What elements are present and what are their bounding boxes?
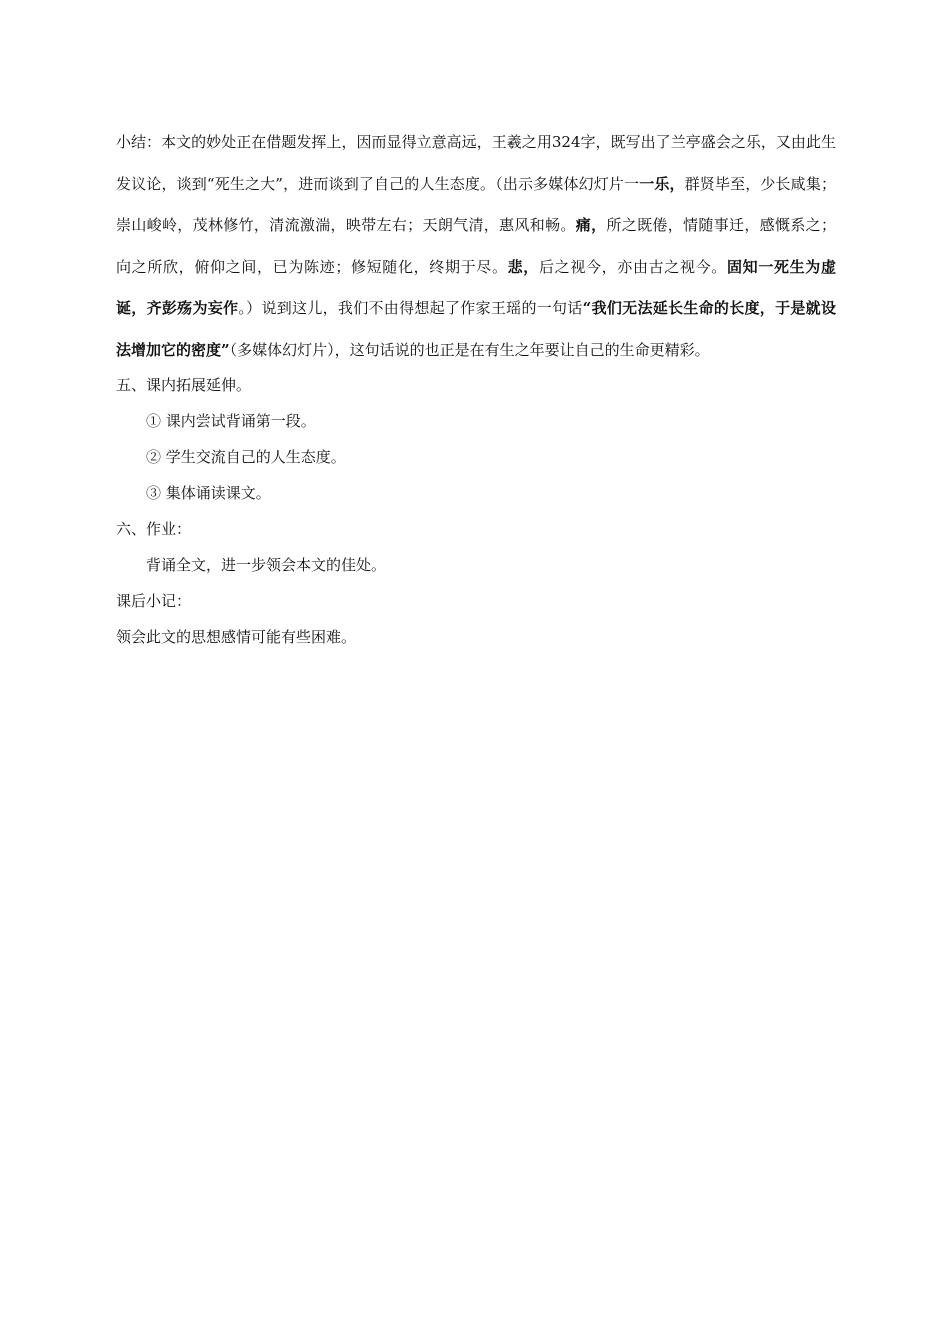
section5-item-3: ③ 集体诵读课文。 <box>146 484 271 502</box>
summary-text-3: 所之既倦，情随事迁，感慨系之；向之所欣，俯仰之间，已为陈迹；修短随化，终期于尽。 <box>116 216 836 276</box>
notes-heading: 课后小记： <box>116 592 192 610</box>
section6-heading: 六、作业： <box>116 520 192 538</box>
summary-text-1: 小结：本文的妙处正在借题发挥上，因而显得立意高远，王羲之用324字，既写出了兰亭盛会之乐，又由此生发议论，谈到“死生之大”，进而谈到了自己的人生态度。（出示多媒体幻灯片一 <box>116 133 836 193</box>
summary-text-5: 。）说到这儿，我们不由得想起了作家王瑶的一句话 <box>238 299 583 317</box>
summary-bold-pain: 痛， <box>575 216 607 234</box>
summary-bold-wang-yao-quote: “我们无法延长生命的长度，于是就设法增加它的密度” <box>116 299 836 359</box>
summary-bold-joy: 一乐， <box>639 174 685 193</box>
notes-content: 领会此文的思想感情可能有些困难。 <box>116 628 357 646</box>
summary-bold-quote: 固知一死生为虚诞，齐彭殇为妄作 <box>116 257 836 317</box>
summary-bold-sorrow: 悲， <box>507 257 539 276</box>
summary-text-2: 群贤毕至，少长咸集；崇山峻岭，茂林修竹，清流激湍，映带左右；天朗气清，惠风和畅。 <box>116 174 836 234</box>
section5-heading: 五、课内拓展延伸。 <box>116 376 252 394</box>
section5-item-1: ① 课内尝试背诵第一段。 <box>146 412 316 430</box>
section5-item-2: ② 学生交流自己的人生态度。 <box>146 448 346 466</box>
summary-text-4: 后之视今，亦由古之视今。 <box>538 257 727 276</box>
document-page <box>116 122 836 655</box>
section6-content: 背诵全文，进一步领会本文的佳处。 <box>146 556 387 574</box>
summary-paragraph <box>116 122 836 371</box>
summary-text-6: （多媒体幻灯片），这句话说的也正是在有生之年要让自己的生命更精彩。 <box>229 340 710 359</box>
